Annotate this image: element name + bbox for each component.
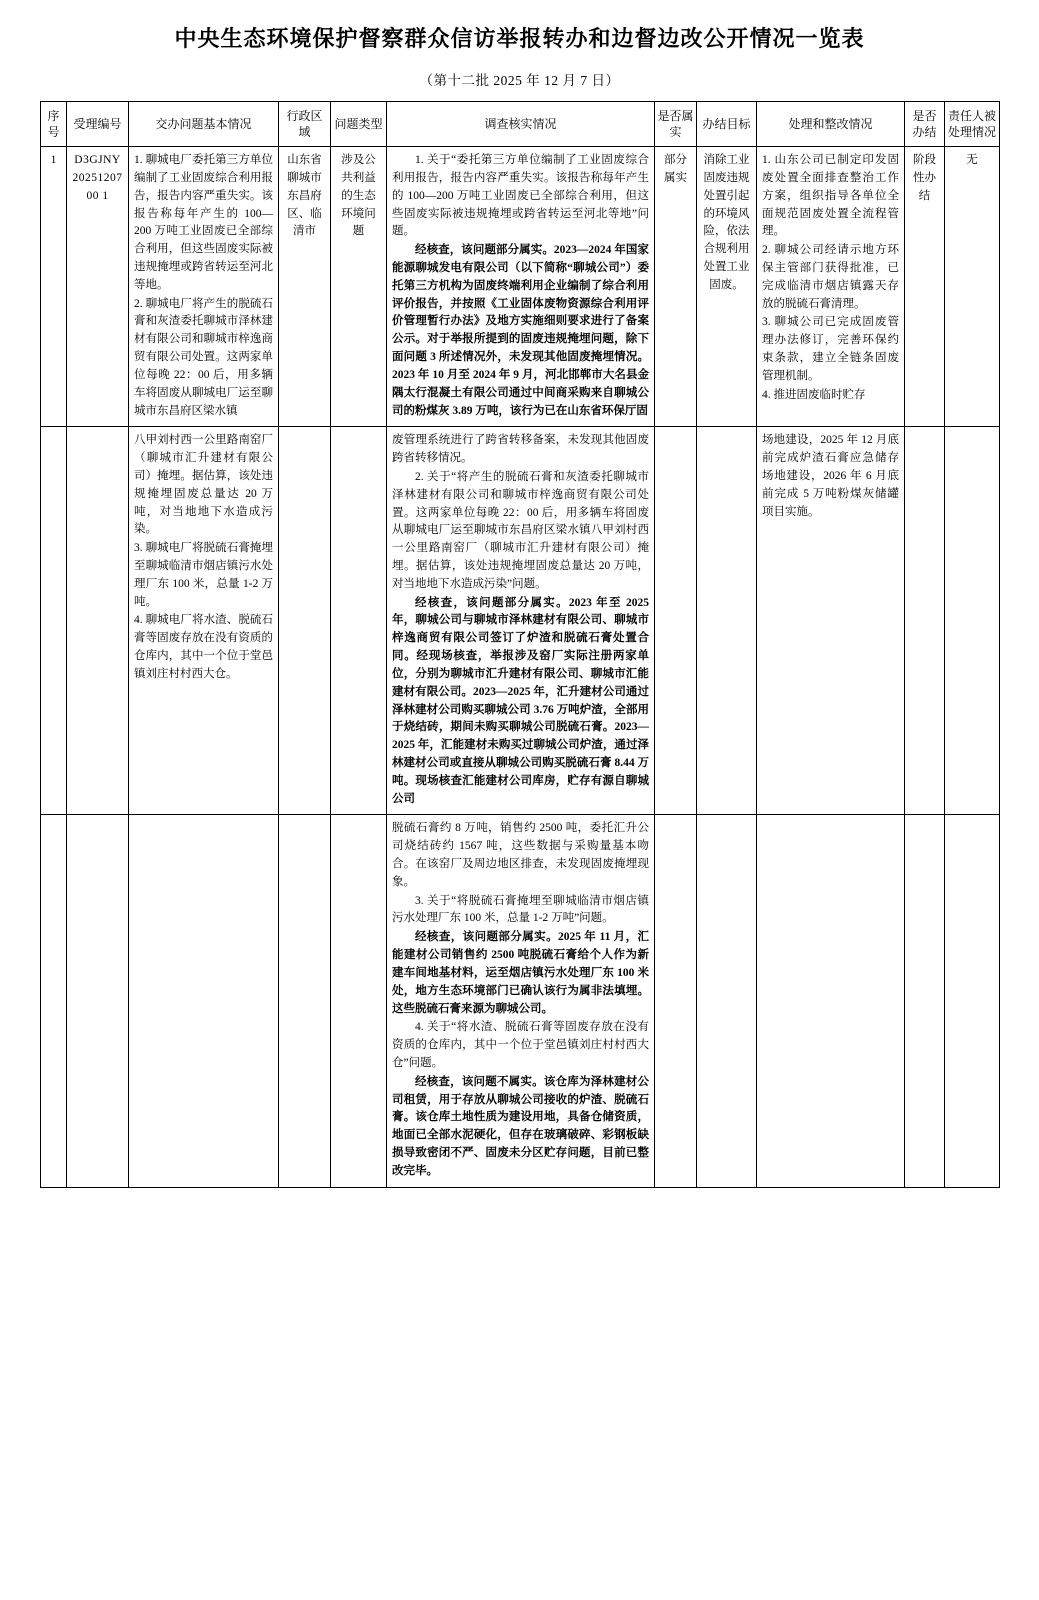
investigation-paragraph-9: 4. 关于“将水渣、脱硫石膏等固废存放在没有资质的仓库内，其中一个位于堂邑镇刘庄村村西大仓”问题。 <box>392 1021 649 1069</box>
cell-belong-cont <box>655 427 697 815</box>
header-done: 是否办结 <box>905 101 945 146</box>
investigation-paragraph-4: 2. 关于“将产生的脱硫石膏和灰渣委托聊城市泽林建材有限公司和聊城市梓逸商贸有限公司处置。这两家单位每晚 22：00 后，用多辆车将固废从聊城电厂运至聊城市东昌府区梁水镇八甲刘村西一公里路南窑厂（聊城市汇升建材有限公司）掩埋。据估算，该处违规掩埋固废总量达 20 万吨，对当地地下水造成污染”问题。 <box>392 470 649 590</box>
cell-code-cont <box>67 427 129 815</box>
cell-investigation-part2 <box>387 427 655 815</box>
header-investigation: 调查核实情况 <box>387 101 655 146</box>
cell-responsible-cont-2 <box>945 815 1000 1187</box>
investigation-paragraph-7: 3. 关于“将脱硫石膏掩埋至聊城临清市烟店镇污水处理厂东 100 米，总量 1-2 万吨”问题。 <box>392 894 649 925</box>
header-seq: 序号 <box>41 101 67 146</box>
header-desc: 交办问题基本情况 <box>129 101 279 146</box>
cell-type-cont-2 <box>331 815 387 1187</box>
desc-paragraph-5: 4. 聊城电厂将水渣、脱硫石膏等固废存放在没有资质的仓库内，其中一个位于堂邑镇刘庄村村西大仓。 <box>134 614 273 680</box>
cell-handling-part2 <box>757 427 905 815</box>
cell-belong: 部分属实 <box>655 147 697 427</box>
cell-code: D3GJNY2025120700 1 <box>67 147 129 427</box>
cell-type-cont <box>331 427 387 815</box>
handling-paragraph-1: 1. 山东公司已制定印发固废处置全面排查整治工作方案，组织指导各单位全面规范固废处置全流程管理。 <box>762 154 899 238</box>
cell-code-cont-2 <box>67 815 129 1187</box>
investigation-paragraph-5: 经核查，该问题部分属实。2023 年至 2025 年，聊城公司与聊城市泽林建材有限公司、聊城市梓逸商贸有限公司签订了炉渣和脱硫石膏处置合同。经现场核查，举报涉及窑厂实际注册两家单位，分别为聊城市汇升建材有限公司、聊城市汇能建材有限公司。2023—2025 年，汇升建材公司通过泽林建材公司购买聊城公司 3.76 万吨炉渣，全部用于烧结砖，期间未购买聊城公司脱硫石膏。2023—2025 年，汇能建材未购买过聊城公司炉渣，通过泽林建材公司或直接从聊城公司购买脱硫石膏 8.44 万吨。现场核查汇能建材公司库房，贮存有源自聊城公司 <box>392 596 649 805</box>
cell-desc-part2 <box>129 427 279 815</box>
cell-responsible-cont <box>945 427 1000 815</box>
cell-desc-part1 <box>129 147 279 427</box>
table-row-continued-2 <box>41 815 1000 1187</box>
disclosure-table <box>40 101 1000 1188</box>
cell-done: 阶段性办结 <box>905 147 945 427</box>
cell-region-cont <box>279 427 331 815</box>
investigation-paragraph-3: 废管理系统进行了跨省转移备案，未发现其他固废跨省转移情况。 <box>392 434 649 465</box>
desc-paragraph-1: 1. 聊城电厂委托第三方单位编制了工业固废综合利用报告，报告内容严重失实。该报告称每年产生的 100—200 万吨工业固废已全部综合利用，但这些固废实际被违规掩埋或跨省转运至河北等地。 <box>134 154 273 291</box>
cell-handling-part1 <box>757 147 905 427</box>
cell-goal-cont-2 <box>697 815 757 1187</box>
investigation-paragraph-10: 经核查，该问题不属实。该仓库为泽林建材公司租赁，用于存放从聊城公司接收的炉渣、脱硫石膏。该仓库土地性质为建设用地，具备仓储资质，地面已全部水泥硬化，但存在玻璃破碎、彩钢板缺损导致密闭不严、固废未分区贮存问题，目前已整改完毕。 <box>392 1075 649 1177</box>
handling-paragraph-2: 2. 聊城公司经请示地方环保主管部门获得批准，已完成临清市烟店镇露天存放的脱硫石膏清理。 <box>762 244 899 310</box>
cell-desc-cont-2 <box>129 815 279 1187</box>
investigation-paragraph-6: 脱硫石膏约 8 万吨，销售约 2500 吨，委托汇升公司烧结砖约 1567 吨，这些数据与采购量基本吻合。在该窑厂及周边地区排查，未发现固废掩埋现象。 <box>392 822 649 888</box>
cell-goal-cont <box>697 427 757 815</box>
cell-done-cont <box>905 427 945 815</box>
cell-investigation-part1 <box>387 147 655 427</box>
investigation-paragraph-8: 经核查，该问题部分属实。2025 年 11 月，汇能建材公司销售约 2500 吨脱硫石膏给个人作为新建车间地基材料，运至烟店镇污水处理厂东 100 米处，地方生态环境部门已确认该行为属非法填埋。这些脱硫石膏来源为聊城公司。 <box>392 931 649 1015</box>
cell-handling-cont-2 <box>757 815 905 1187</box>
table-row <box>41 147 1000 427</box>
desc-paragraph-3: 八甲刘村西一公里路南窑厂（聊城市汇升建材有限公司）掩埋。据估算，该处违规掩埋固废总量达 20 万吨，对当地地下水造成污染。 <box>134 434 273 536</box>
table-row-continued <box>41 427 1000 815</box>
handling-paragraph-3: 3. 聊城公司已完成固废管理办法修订，完善环保约束条款，建立全链条固废管理机制。 <box>762 316 899 382</box>
header-region: 行政区域 <box>279 101 331 146</box>
cell-responsible: 无 <box>945 147 1000 427</box>
cell-seq-cont <box>41 427 67 815</box>
handling-paragraph-4: 4. 推进固废临时贮存 <box>762 388 866 401</box>
table-header-row <box>41 101 1000 146</box>
cell-seq: 1 <box>41 147 67 427</box>
header-handling: 处理和整改情况 <box>757 101 905 146</box>
page-title: 中央生态环境保护督察群众信访举报转办和边督边改公开情况一览表 <box>174 26 865 51</box>
header-type: 问题类型 <box>331 101 387 146</box>
cell-investigation-part3 <box>387 815 655 1187</box>
cell-goal: 消除工业固废违规处置引起的环境风险，依法合规利用处置工业固废。 <box>697 147 757 427</box>
cell-seq-cont-2 <box>41 815 67 1187</box>
cell-region: 山东省聊城市东昌府区、临清市 <box>279 147 331 427</box>
cell-done-cont-2 <box>905 815 945 1187</box>
investigation-paragraph-2: 经核查，该问题部分属实。2023—2024 年国家能源聊城发电有限公司（以下简称“聊城公司”）委托第三方机构为固废终端利用企业编制了综合利用评价报告，并按照《工业固体废物资源综合利用评价管理暂行办法》及地方实施细则要求进行了备案公示。对于举报所提到的固废违规掩埋问题，除下面问题 3 所述情况外，未发现其他固废掩埋情况。2023 年 10 月至 2024 年 9 月，河北邯郸市大名县金隅太行混凝土有限公司通过中间商采购来自聊城公司的粉煤灰 3.89 万吨，该行为已在山东省环保厅固 <box>392 244 649 417</box>
header-goal: 办结目标 <box>697 101 757 146</box>
handling-paragraph-5: 场地建设，2025 年 12 月底前完成炉渣石膏应急储存场地建设，2026 年 6 月底前完成 5 万吨粉煤灰储罐项目实施。 <box>762 434 899 518</box>
page-subtitle: （第十二批 2025 年 12 月 7 日） <box>419 72 620 88</box>
desc-paragraph-2: 2. 聊城电厂将产生的脱硫石膏和灰渣委托聊城市泽林建材有限公司和聊城市梓逸商贸有限公司处置。这两家单位每晚 22：00 后，用多辆车将固废从聊城电厂运至聊城市东昌府区梁水镇 <box>134 297 273 417</box>
header-responsible: 责任人被处理情况 <box>945 101 1000 146</box>
desc-paragraph-4: 3. 聊城电厂将脱硫石膏掩埋至聊城临清市烟店镇污水处理厂东 100 米，总量 1-2 万吨。 <box>134 542 273 608</box>
investigation-paragraph-1: 1. 关于“委托第三方单位编制了工业固废综合利用报告，报告内容严重失实。该报告称每年产生的 100—200 万吨工业固废已全部综合利用，但这些固废实际被违规掩埋或跨省转运至河北等地”问题。 <box>392 154 649 238</box>
cell-belong-cont-2 <box>655 815 697 1187</box>
header-code: 受理编号 <box>67 101 129 146</box>
cell-region-cont-2 <box>279 815 331 1187</box>
cell-type: 涉及公共利益的生态环境问题 <box>331 147 387 427</box>
header-belong: 是否属实 <box>655 101 697 146</box>
